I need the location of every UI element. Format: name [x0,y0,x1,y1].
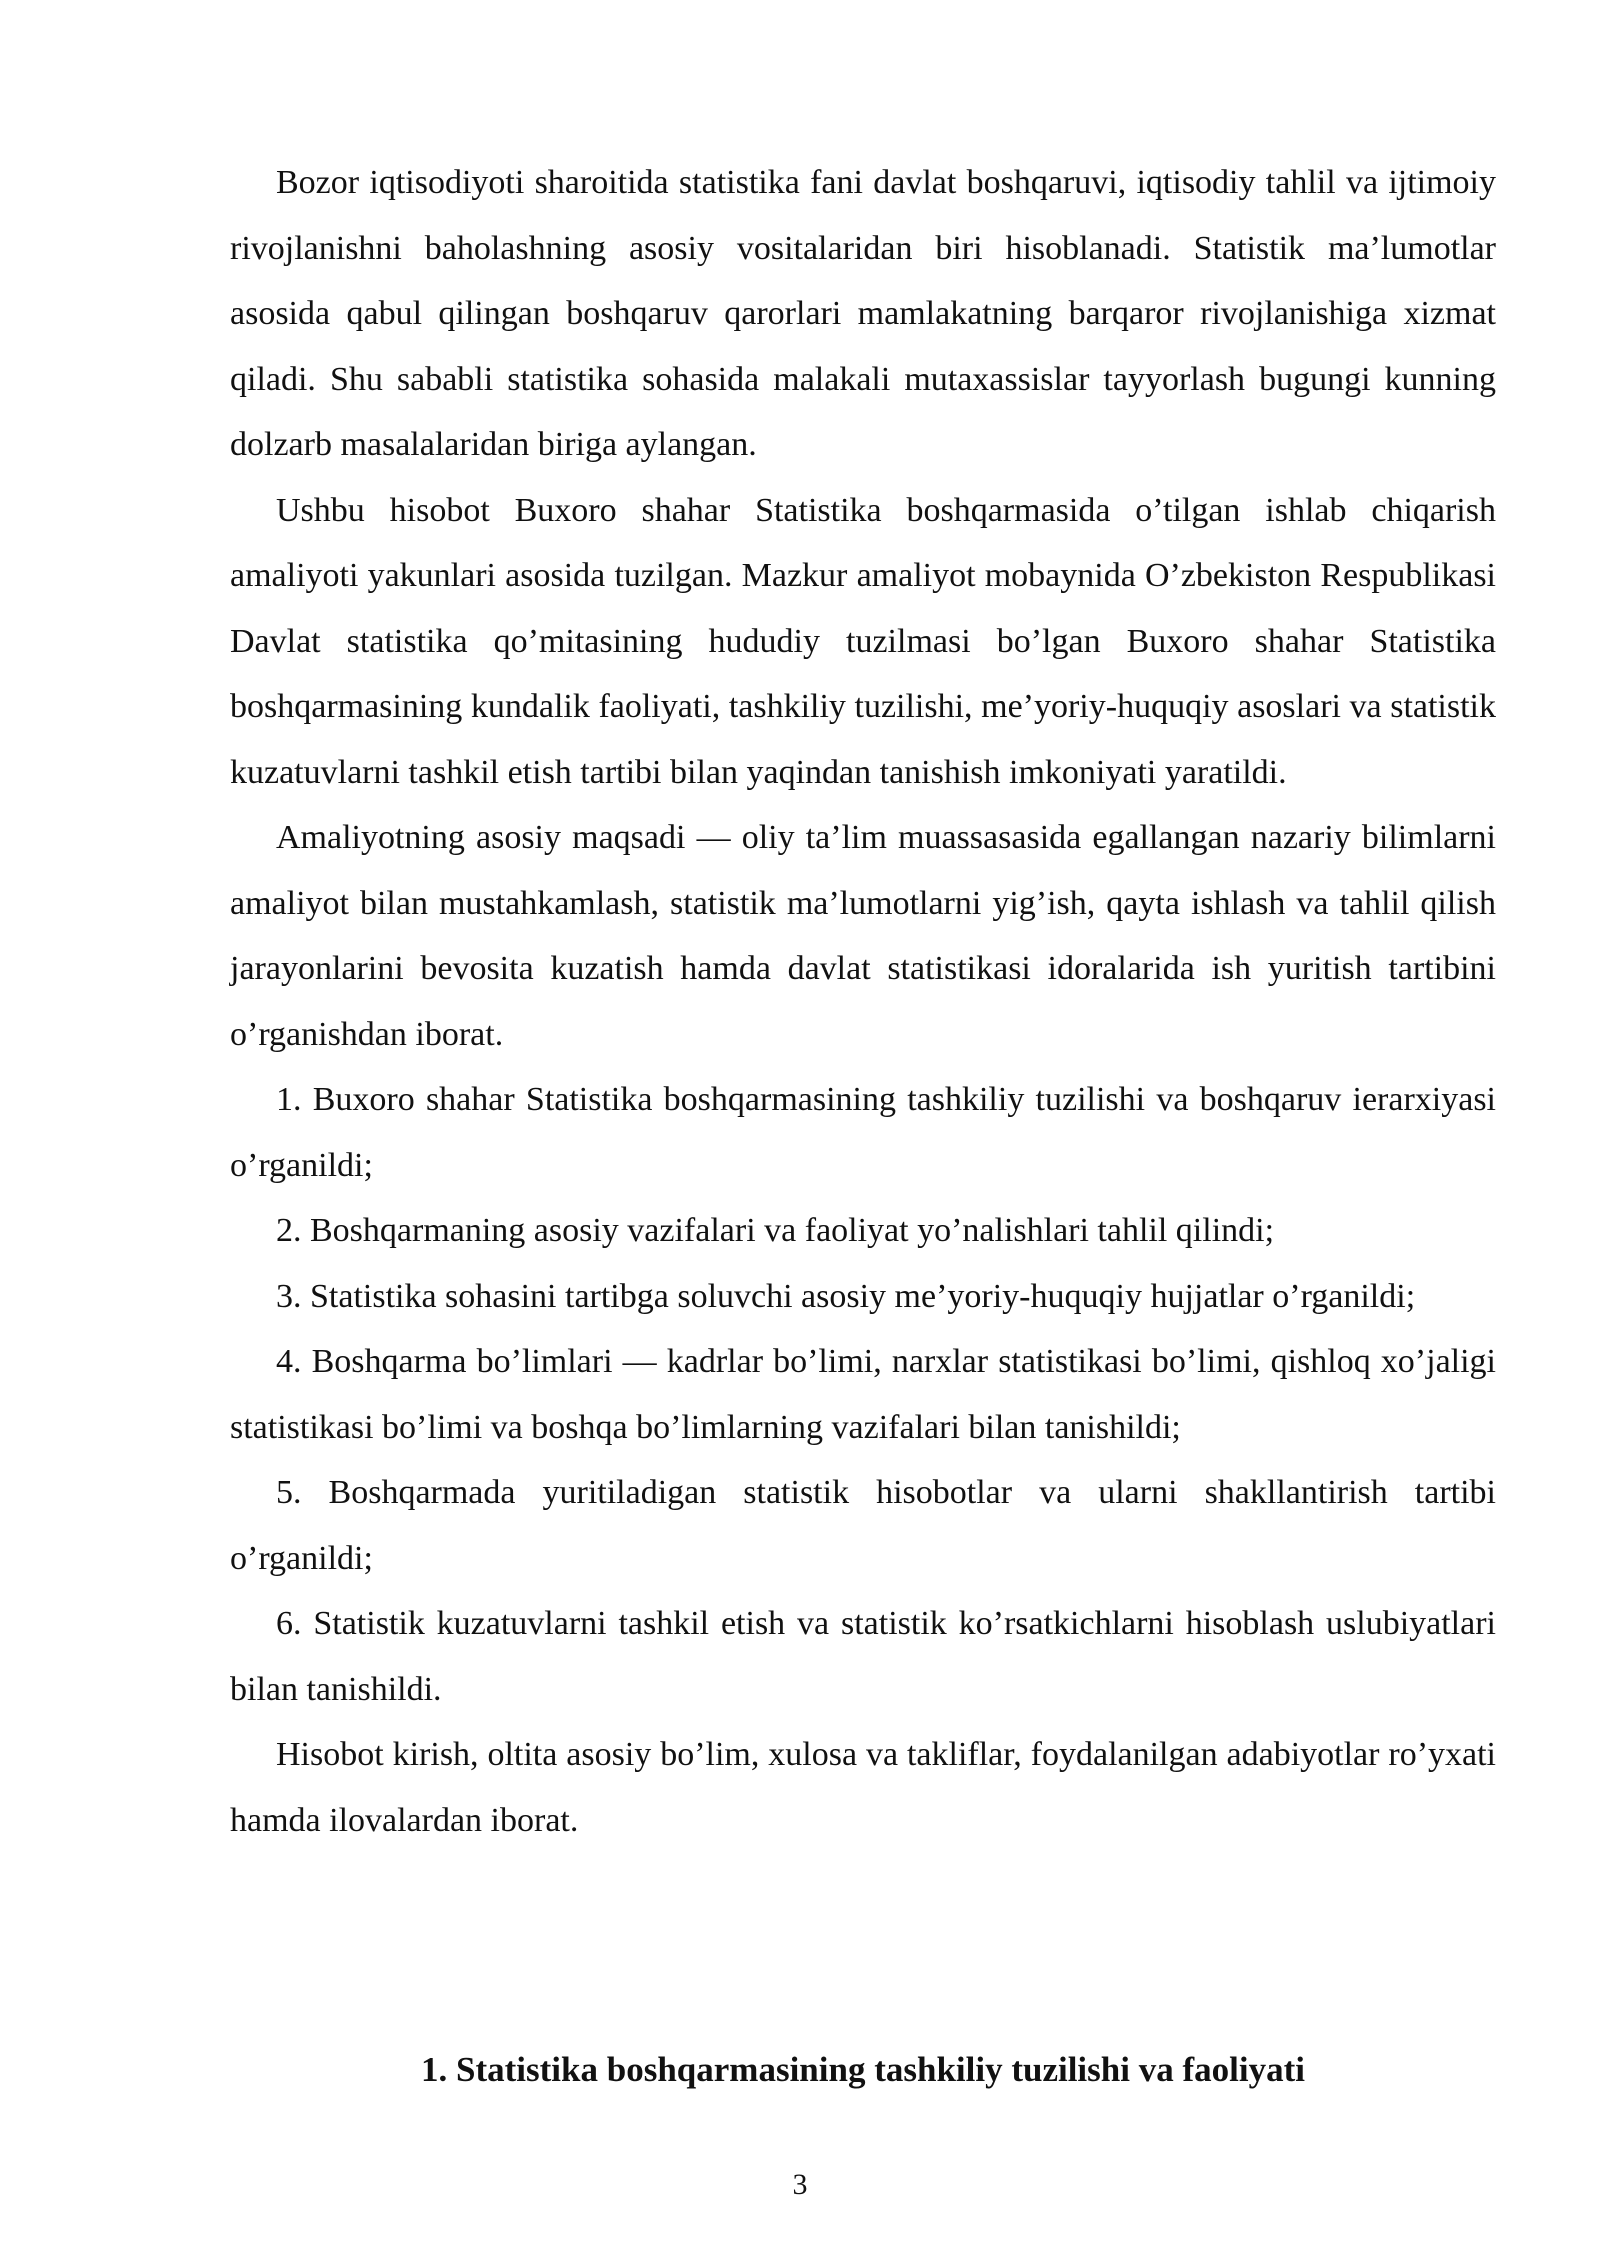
intro-paragraph: Bozor iqtisodiyoti sharoitida statistika fani davlat boshqaruvi, iqtisodiy tahlil va ijtimoiy rivojlanishni baholashning asosiy vositalaridan biri hisoblanadi. Statistik ma’lumotlar asosida qabul qilingan boshqaruv qarorlari mamlakatning barqaror rivojlanishiga xizmat qiladi. Shu sababli statistika sohasida malakali mutaxassislar tayyorlash bugungi kunning dolzarb masalalaridan biriga aylangan. [230,164,1496,463]
page-number: 3 [792,2168,808,2201]
list-item: 2. Boshqarmaning asosiy vazifalari va faoliyat yo’nalishlari tahlil qilindi; [276,1212,1275,1249]
list-item: 4. Boshqarma bo’limlari — kadrlar bo’limi, narxlar statistikasi bo’limi, qishloq xo’jaligi statistikasi bo’limi va boshqa bo’limlarning vazifalari bilan tanishildi; [230,1343,1496,1446]
list-item: 3. Statistika sohasini tartibga soluvchi asosiy me’yoriy-huquqiy hujjatlar o’rganildi; [276,1277,1416,1315]
list-item: 1. Buxoro shahar Statistika boshqarmasining tashkiliy tuzilishi va boshqaruv ierarxiyasi o’rganildi; [230,1081,1496,1184]
document-body [230,150,1496,1853]
list-item: 6. Statistik kuzatuvlarni tashkil etish va statistik ko’rsatkichlarni hisoblash uslubiyatlari bilan tanishildi. [230,1605,1496,1708]
report-basis-paragraph: Ushbu hisobot Buxoro shahar Statistika boshqarmasida o’tilgan ishlab chiqarish amaliyoti yakunlari asosida tuzilgan. Mazkur amaliyot mobaynida O’zbekiston Respublikasi Davlat statistika qo’mitasining hududiy tuzilmasi bo’lgan Buxoro shahar Statistika boshqarmasining kundalik faoliyati, tashkiliy tuzilishi, me’yoriy-huquqiy asoslari va statistik kuzatuvlarni tashkil etish tartibi bilan yaqindan tanishish imkoniyati yaratildi. [230,491,1496,791]
section-heading: 1. Statistika boshqarmasining tashkiliy tuzilishi va faoliyati [421,2050,1305,2089]
list-item: 5. Boshqarmada yuritiladigan statistik hisobotlar va ularni shakllantirish tartibi o’rganildi; [230,1474,1496,1577]
report-structure-paragraph: Hisobot kirish, oltita asosiy bo’lim, xulosa va takliflar, foydalanilgan adabiyotlar ro’yxati hamda ilovalardan iborat. [230,1736,1496,1839]
practice-goal-paragraph: Amaliyotning asosiy maqsadi — oliy ta’lim muassasasida egallangan nazariy bilimlarni amaliyot bilan mustahkamlash, statistik ma’lumotlarni yig’ish, qayta ishlash va tahlil qilish jarayonlarini bevosita kuzatish hamda davlat statistikasi idoralarida ish yuritish tartibini o’rganishdan iborat. [230,819,1496,1053]
